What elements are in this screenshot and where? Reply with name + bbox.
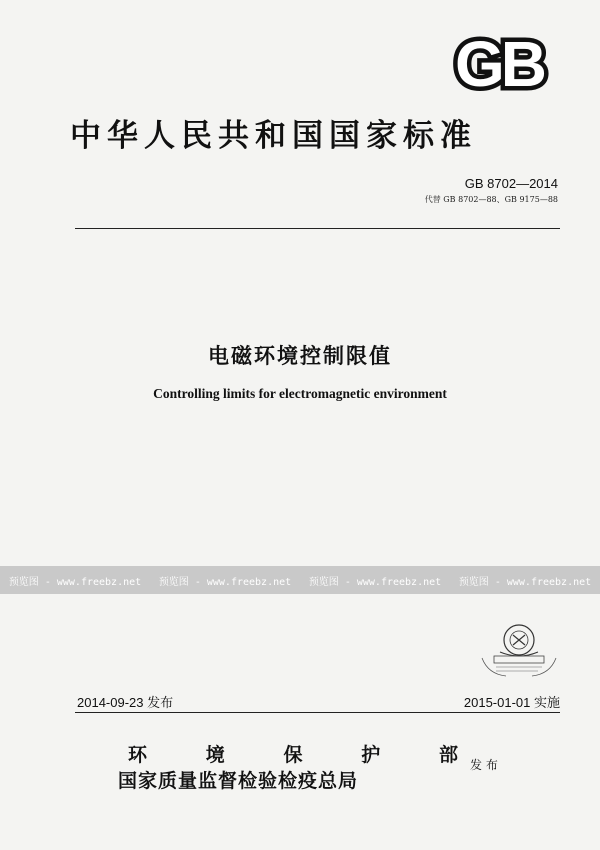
issuer-char: 境: [205, 744, 225, 766]
standard-number: GB 8702—2014: [464, 176, 558, 191]
implementation-date: 2015-01-01 实施: [463, 695, 560, 710]
issue-date: 2014-09-23 发布: [77, 695, 174, 710]
publisher-seal-icon: [478, 618, 560, 680]
bottom-divider: [75, 712, 560, 713]
issuer-char: 环: [128, 744, 148, 766]
issuer-aqsiq: 国家质量监督检验检疫总局: [118, 770, 359, 792]
watermark-item: 预览图 - www.freebz.net: [308, 576, 442, 588]
document-title-cn: 电磁环境控制限值: [208, 344, 392, 368]
issuer-char: 部: [438, 744, 458, 766]
document-title-en: Controlling limits for electromagnetic environment: [153, 386, 447, 401]
top-divider: [75, 228, 560, 229]
watermark-item: 预览图 - www.freebz.net: [458, 576, 592, 588]
publish-label: 发 布: [470, 758, 498, 772]
replaces-standards: 代替 GB 8702—88、GB 9175—88: [424, 195, 558, 204]
issuer-char: 保: [283, 744, 303, 766]
issuer-char: 护: [361, 744, 381, 766]
watermark-banner: [0, 566, 600, 594]
watermark-item: 预览图 - www.freebz.net: [8, 576, 142, 588]
national-standard-title: 中华人民共和国国家标准: [70, 118, 477, 154]
gb-logo-text: GB: [455, 32, 543, 94]
issuer-ministry: [128, 740, 458, 767]
gb-logo: [438, 32, 560, 94]
watermark-item: 预览图 - www.freebz.net: [158, 576, 292, 588]
